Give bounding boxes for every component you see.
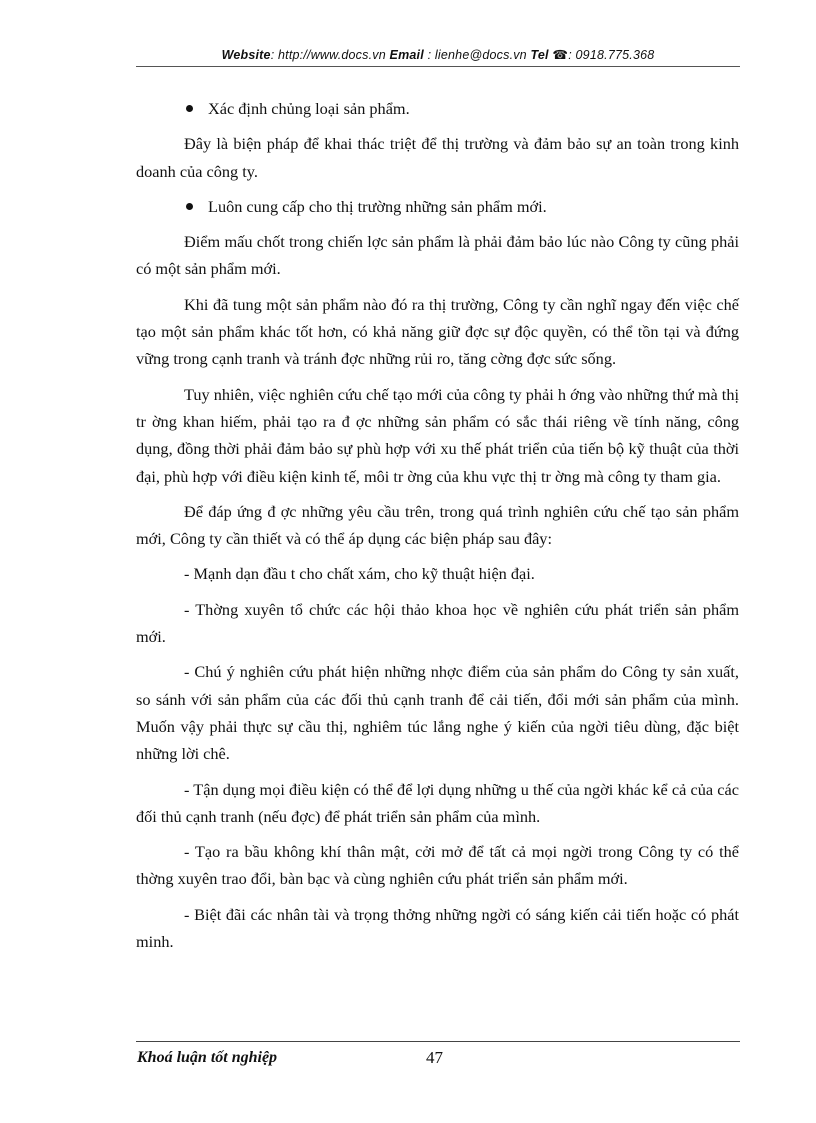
footer-divider <box>136 1041 740 1042</box>
bullet-icon <box>186 203 193 210</box>
paragraph: Đây là biện pháp để khai thác triệt để thị trường và đảm bảo sự an toàn trong kinh doanh của công ty. <box>136 134 739 181</box>
paragraph: Để đáp ứng đ ợc những yêu cầu trên, trong quá trình nghiên cứu chế tạo sản phẩm mới, Công ty cần thiết và có thể áp dụng các biện pháp sau đây: <box>136 501 739 549</box>
email-label: Email <box>389 48 424 62</box>
list-item: - Tạo ra bầu không khí thân mật, cởi mở để tất cả mọi ngời trong Công ty có thể thờng xuyên trao đổi, bàn bạc và cùng nghiên cứu phát triển sản phẩm mới. <box>136 842 739 889</box>
header-divider <box>136 66 740 67</box>
list-item: - Chú ý nghiên cứu phát hiện những nhợc điểm của sản phẩm do Công ty sản xuất, so sánh với sản phẩm của các đối thủ cạnh tranh để cải tiến, đổi mới sản phẩm của mình. Muốn vậy phải thực sự cầu thị, nghiêm túc lắng nghe ý kiến của ngời tiêu dùng, đặc biệt những lời chê. <box>136 662 739 764</box>
website-value[interactable]: : http://www.docs.vn <box>270 48 390 62</box>
page-number: 47 <box>426 1048 443 1067</box>
bullet-icon <box>186 105 193 112</box>
email-value[interactable]: : lienhe@docs.vn <box>423 48 531 62</box>
document-body <box>136 95 739 963</box>
phone-icon: ☎ <box>552 48 569 62</box>
bullet-paragraph <box>136 95 739 122</box>
paragraph: Tuy nhiên, việc nghiên cứu chế tạo mới của công ty phải h ớng vào những thứ mà thị tr ờng khan hiếm, phải tạo ra đ ợc những sản phẩm có sắc thái riêng về tính năng, công dụng, đồng thời phải đảm bảo sự phù hợp với xu thế phát triển của tiến bộ kỹ thuật của thời đại, phù hợp với điều kiện kinh tế, môi tr ờng của khu vực thị tr ờng mà công ty tham gia. <box>136 384 739 486</box>
paragraph-text: Luôn cung cấp cho thị trường những sản phẩm mới. <box>208 196 547 216</box>
list-item: - Thờng xuyên tổ chức các hội thảo khoa học về nghiên cứu phát triển sản phẩm mới. <box>136 599 739 647</box>
bullet-paragraph <box>136 193 739 220</box>
list-item: - Tận dụng mọi điều kiện có thể để lợi dụng những u thế của ngời khác kể cả của các đối thủ cạnh tranh (nếu đợc) để phát triển sản phẩm của mình. <box>136 779 739 826</box>
tel-label: Tel <box>530 48 549 62</box>
thesis-label: Khoá luận tốt nghiệp <box>137 1049 278 1066</box>
website-label: Website <box>221 48 271 62</box>
paragraph: Khi đã tung một sản phẩm nào đó ra thị trường, Công ty cần nghĩ ngay đến việc chế tạo một sản phẩm khác tốt hơn, có khả năng giữ đợc sự độc quyền, có thể tồn tại và đứng vững trong cạnh tranh và tránh đợc những rủi ro, tăng cờng đợc sức sống. <box>136 294 739 369</box>
tel-value: : 0918.775.368 <box>568 48 655 62</box>
paragraph: Điểm mấu chốt trong chiến lợc sản phẩm là phải đảm bảo lúc nào Công ty cũng phải có một sản phẩm mới. <box>136 232 739 279</box>
paragraph-text: Xác định chủng loại sản phẩm. <box>208 99 410 118</box>
list-item: - Mạnh dạn đầu t cho chất xám, cho kỹ thuật hiện đại. <box>184 564 535 584</box>
list-item: - Biệt đãi các nhân tài và trọng thởng những ngời có sáng kiến cải tiến hoặc có phát minh. <box>136 904 739 952</box>
page-header <box>136 47 740 62</box>
